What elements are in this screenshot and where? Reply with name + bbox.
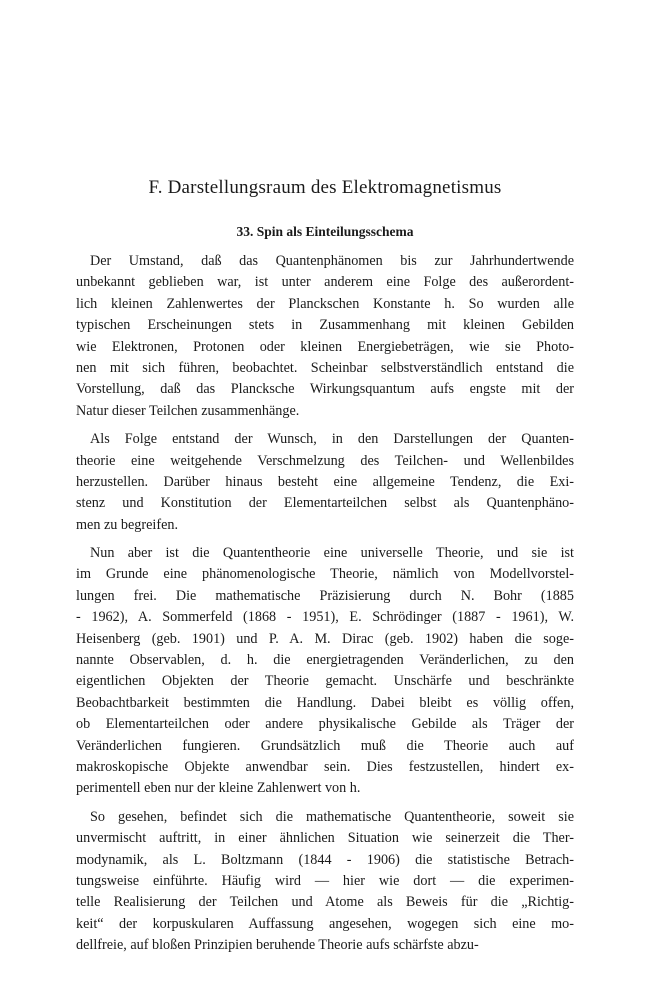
text-line: im Grunde eine phänomenologische Theorie, nämlich von Modellvorstel-	[76, 566, 574, 583]
text-line: Natur dieser Teilchen zusammenhänge.	[76, 402, 300, 419]
text-line: ob Elementarteilchen oder andere physikalische Gebilde als Träger der	[76, 716, 574, 733]
text-line: nannte Observablen, d. h. die energietragenden Veränderlichen, zu den	[76, 652, 574, 669]
text-line: lungen frei. Die mathematische Präzisierung durch N. Bohr (1885	[76, 587, 574, 604]
text-line: nen mit sich führen, beobachtet. Scheinbar selbstverständlich entstand die	[76, 359, 574, 376]
text-line: unvermischt auftritt, in einer ähnlichen Situation wie seinerzeit die Ther-	[76, 830, 574, 847]
text-line: tungsweise einführte. Häufig wird — hier wie dort — die experimen-	[76, 872, 574, 889]
text-line: Als Folge entstand der Wunsch, in den Darstellungen der Quanten-	[90, 431, 574, 448]
text-line: Veränderlichen fungieren. Grundsätzlich muß die Theorie auch auf	[76, 737, 574, 754]
paragraph	[76, 251, 574, 422]
body-text	[76, 251, 574, 964]
text-line: unbekannt geblieben war, ist unter anderem eine Folge des außerordent-	[76, 274, 574, 291]
text-line: Beobachtbarkeit bestimmten die Handlung. Dabei bleibt es völlig offen,	[76, 694, 574, 711]
text-line: So gesehen, befindet sich die mathematische Quantentheorie, soweit sie	[90, 808, 574, 825]
text-line: Vorstellung, daß das Plancksche Wirkungsquantum aufs engste mit der	[76, 381, 574, 398]
text-line: Der Umstand, daß das Quantenphänomen bis zur Jahrhundertwende	[90, 253, 574, 269]
text-line: eigentlichen Objekten der Theorie gemacht. Unschärfe und beschränkte	[76, 673, 574, 690]
text-line: theorie eine weitgehende Verschmelzung des Teilchen- und Wellenbildes	[76, 452, 574, 469]
paragraph	[76, 543, 574, 800]
text-line: lich kleinen Zahlenwertes der Planckschen Konstante h. So wurden alle	[76, 295, 574, 312]
text-line: perimentell eben nur der kleine Zahlenwert von h.	[76, 780, 361, 797]
text-line: Heisenberg (geb. 1901) und P. A. M. Dirac (geb. 1902) haben die soge-	[76, 630, 574, 647]
paragraph	[76, 807, 574, 957]
text-line: wie Elektronen, Protonen oder kleinen Energiebeträgen, wie sie Photo-	[76, 338, 574, 355]
text-line: men zu begreifen.	[76, 516, 179, 533]
text-line: herzustellen. Darüber hinaus besteht eine allgemeine Tendenz, die Exi-	[76, 473, 574, 490]
text-line: Nun aber ist die Quantentheorie eine universelle Theorie, und sie ist	[90, 545, 574, 562]
text-line: telle Realisierung der Teilchen und Atome als Beweis für die „Richtig-	[76, 894, 574, 911]
text-line: typischen Erscheinungen stets in Zusammenhang mit kleinen Gebilden	[76, 317, 574, 334]
text-line: keit“ der korpuskularen Auffassung angesehen, wogegen sich eine mo-	[76, 915, 574, 932]
text-line: stenz und Konstitution der Elementarteilchen selbst als Quantenphäno-	[76, 495, 574, 512]
text-line: - 1962), A. Sommerfeld (1868 - 1951), E. Schrödinger (1887 - 1961), W.	[76, 609, 574, 626]
text-line: dellfreie, auf bloßen Prinzipien beruhende Theorie aufs schärfste abzu-	[76, 937, 479, 954]
section-title: 33. Spin als Einteilungsschema	[236, 224, 414, 239]
paragraph	[76, 429, 574, 536]
text-line: makroskopische Objekte anwendbar sein. Dies festzustellen, hindert ex-	[76, 758, 574, 775]
text-line: modynamik, als L. Boltzmann (1844 - 1906) die statistische Betrach-	[76, 851, 574, 868]
chapter-title: F. Darstellungsraum des Elektromagnetismus	[148, 177, 502, 198]
